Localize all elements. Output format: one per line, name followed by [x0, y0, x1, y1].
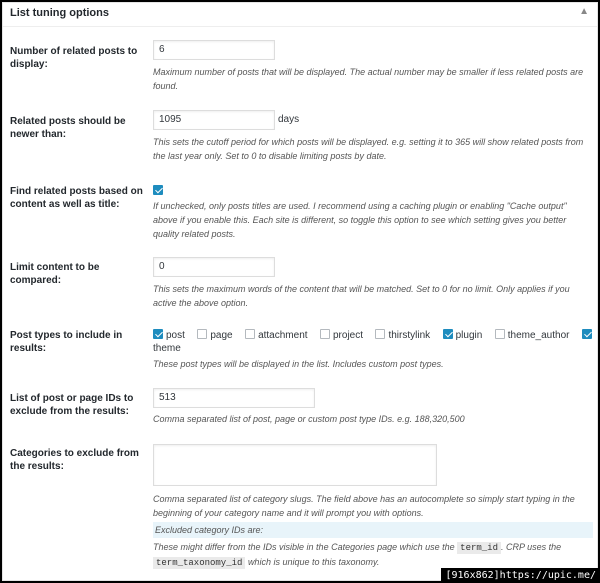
watermark: [916x862]https://upic.me/ [441, 568, 600, 583]
exclude-ids-desc: Comma separated list of post, page or custom post type IDs. e.g. 188,320,500 [153, 413, 465, 424]
label-exclude-ids: List of post or page IDs to exclude from the results: [10, 393, 134, 417]
post-type-theme-checkbox[interactable] [582, 329, 592, 339]
label-newer-than: Related posts should be newer than: [10, 116, 126, 140]
post-type-attachment-checkbox[interactable] [245, 329, 255, 339]
label-number-of-posts: Number of related posts to display: [10, 46, 138, 70]
exclude-categories-textarea[interactable] [153, 444, 437, 486]
content-title-checkbox[interactable] [153, 185, 163, 195]
panel-header[interactable] [3, 3, 597, 27]
exclude-categories-desc: Comma separated list of category slugs. The field above has an autocomplete so simply start typing in the beginning of your category name and it will prompt you with options. [153, 494, 575, 518]
panel-title: List tuning options [10, 7, 109, 19]
content-title-desc: If unchecked, only posts titles are used. I recommend using a caching plugin or enabling "Cache output" above if you enable this. Each site is different, so toggle this option to see which setting gives you better quality related posts. [153, 201, 567, 239]
post-type-theme-author[interactable]: theme_author [495, 330, 570, 341]
post-type-thirstylink[interactable]: thirstylink [375, 330, 430, 341]
post-type-theme-author-checkbox[interactable] [495, 329, 505, 339]
post-types-list [153, 327, 593, 342]
term-taxonomy-id-code: term_taxonomy_id [153, 557, 245, 569]
post-types-desc: These post types will be displayed in the list. Includes custom post types. [153, 359, 444, 369]
newer-than-unit: days [278, 114, 300, 125]
post-type-project[interactable]: project [320, 330, 363, 341]
excluded-ids-note: These might differ from the IDs visible in the Categories page which use the term_id . CRP uses the term_taxonomy_id which is unique to this taxonomy. [153, 542, 562, 568]
label-content-title: Find related posts based on content as well as title: [10, 186, 143, 210]
post-type-plugin-checkbox[interactable] [443, 329, 453, 339]
newer-than-input[interactable] [153, 110, 275, 130]
label-post-types: Post types to include in results: [10, 330, 123, 354]
post-type-thirstylink-checkbox[interactable] [375, 329, 385, 339]
post-type-project-checkbox[interactable] [320, 329, 330, 339]
label-limit-content: Limit content to be compared: [10, 262, 100, 286]
post-type-attachment[interactable]: attachment [245, 330, 307, 341]
post-type-post-checkbox[interactable] [153, 329, 163, 339]
post-type-plugin[interactable]: plugin [443, 330, 483, 341]
number-of-posts-input[interactable] [153, 40, 275, 60]
newer-than-desc: This sets the cutoff period for which posts will be displayed. e.g. setting it to 365 will show related posts from the last year only. Set to 0 to disable limiting posts by date. [153, 136, 584, 161]
post-type-theme-label[interactable]: theme [153, 343, 181, 354]
post-type-page[interactable]: page [197, 330, 232, 341]
limit-content-input[interactable] [153, 257, 275, 277]
list-tuning-panel [2, 2, 598, 581]
limit-content-desc: This sets the maximum words of the content that will be matched. Set to 0 for no limit. Only applies if you active the above option. [153, 283, 570, 308]
exclude-ids-input[interactable] [153, 388, 315, 408]
collapse-toggle-icon[interactable]: ▲ [579, 6, 589, 17]
post-type-post[interactable]: post [153, 330, 185, 341]
label-exclude-categories: Categories to exclude from the results: [10, 448, 139, 472]
term-id-code: term_id [457, 542, 501, 554]
number-of-posts-desc: Maximum number of posts that will be displayed. The actual number may be smaller if less related posts are found. [153, 66, 584, 91]
excluded-ids-label: Excluded category IDs are: [153, 522, 593, 538]
post-type-page-checkbox[interactable] [197, 329, 207, 339]
